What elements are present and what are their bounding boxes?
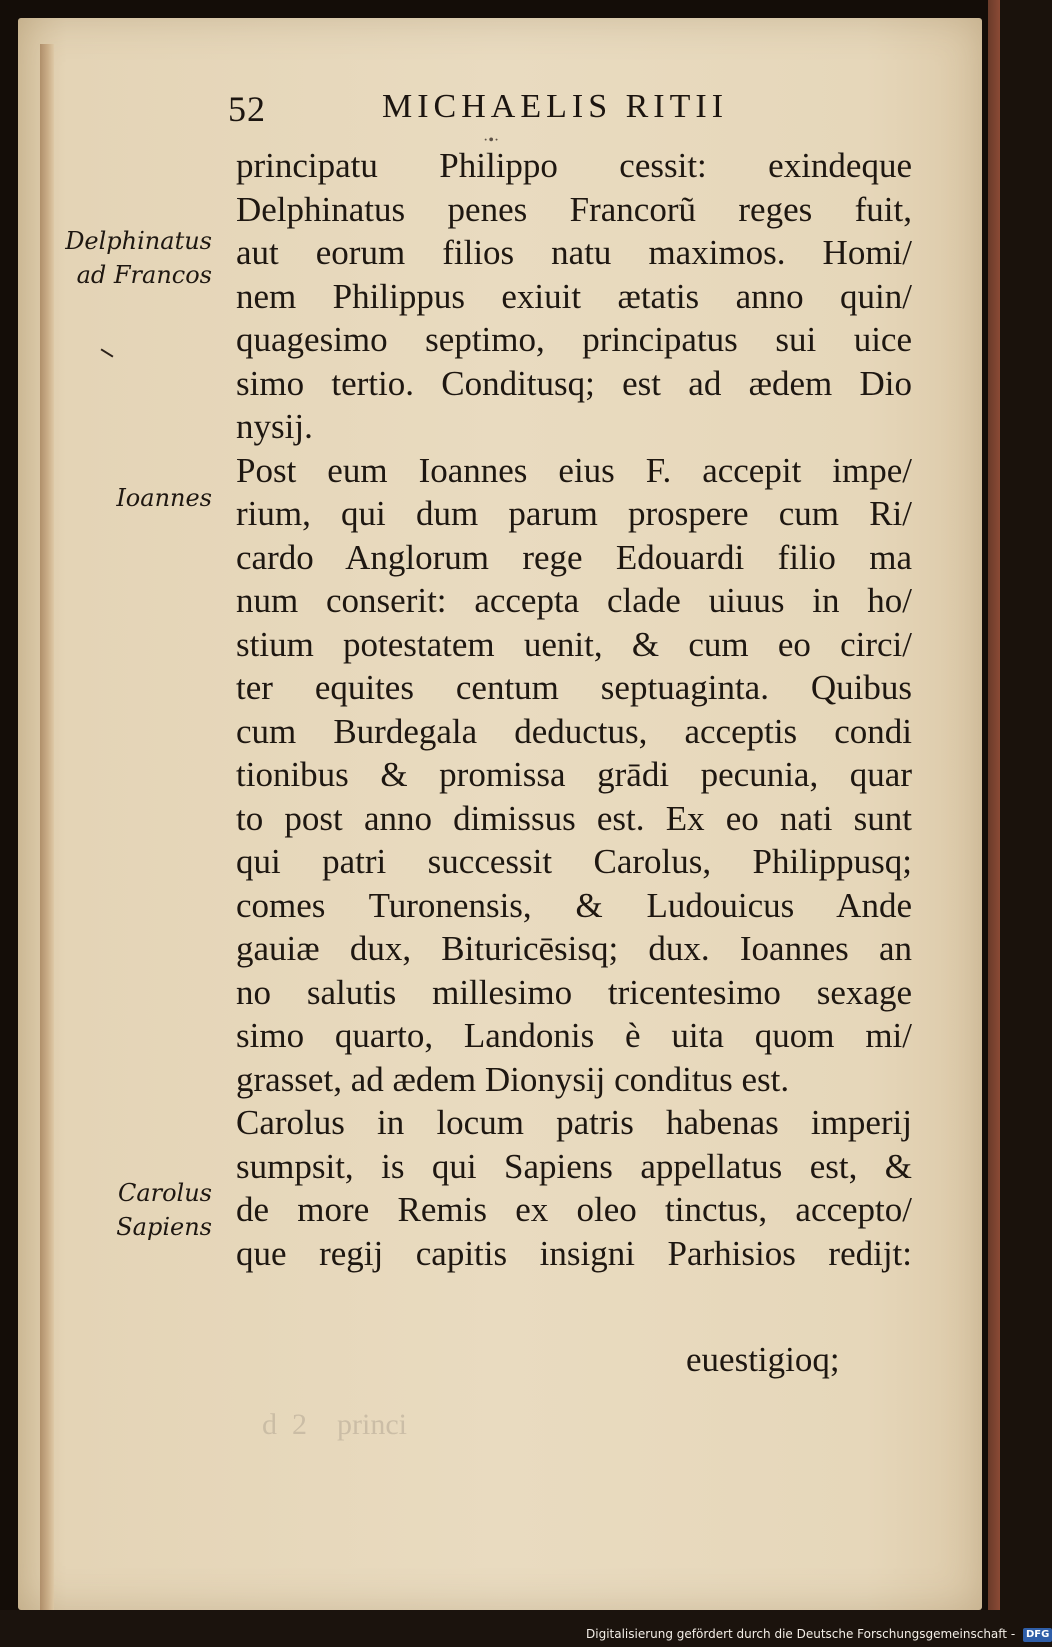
text-line: que regij capitis insigni Parhisios redijt: [236,1233,912,1273]
marginal-note-ioannes [62,481,212,515]
text-line: principatu Philippo cessit: exindeque [236,146,912,185]
marginal-note-line: Delphinatus [65,227,212,255]
marginal-note-delphinatus [62,224,212,292]
credit-text: Digitalisierung gefördert durch die Deutsche Forschungsgemeinschaft - [586,1627,1016,1641]
text-line: Post eum Ioannes eius F. accepit impe/ [236,450,912,490]
show-through-bleed: d 2 princi [262,1408,407,1441]
text-line: num conserit: accepta clade uiuus in ho/ [236,581,912,620]
text-line: sumpsit, is qui Sapiens appellatus est, & [236,1146,912,1186]
running-title: MICHAELIS RITII [382,88,729,125]
page-stack-edge [40,44,54,1614]
text-line: nem Philippus exiuit ætatis anno quin/ [236,276,912,316]
text-line: nysij. [236,407,313,446]
ink-speck: ·•· [483,132,500,149]
marginal-note-line: ad Francos [76,261,212,289]
marginal-note-carolus-sapiens [62,1176,212,1244]
marginal-note-line: Carolus [117,1179,212,1207]
text-line: de more Remis ex oleo tinctus, accepto/ [236,1190,912,1229]
text-line: quagesimo septimo, principatus sui uice [236,320,912,359]
text-line: tionibus & promissa grādi pecunia, quar [236,755,912,794]
digitization-credit [586,1624,1050,1644]
text-line: simo tertio. Conditusq; est ad ædem Dio [236,363,912,403]
text-line: aut eorum filios natu maximos. Homi/ [236,233,912,272]
text-line: rium, qui dum parum prospere cum Ri/ [236,494,912,533]
text-line: no salutis millesimo tricentesimo sexage [236,972,912,1012]
marginal-note-line: Sapiens [116,1213,212,1241]
running-head [228,88,828,149]
text-line: gauiæ dux, Bituricēsisq; dux. Ioannes an [236,929,912,968]
text-line: qui patri successit Carolus, Philippusq; [236,842,912,881]
text-line: to post anno dimissus est. Ex eo nati sunt [236,798,912,838]
text-line: Carolus in locum patris habenas imperij [236,1103,912,1142]
page-number: 52 [228,89,266,129]
body-text [236,144,912,1364]
text-line: Delphinatus penes Francorũ reges fuit, [236,189,912,229]
text-line: grasset, ad ædem Dionysij conditus est. [236,1059,790,1099]
book-cover-edge [988,0,1000,1620]
marginal-note-line: Ioannes [116,484,212,512]
text-line: stium potestatem uenit, & cum eo circi/ [236,624,912,664]
text-line: simo quarto, Landonis è uita quom mi/ [236,1016,912,1055]
text-line: ter equites centum septuaginta. Quibus [236,668,912,707]
dfg-logo: DFG [1023,1628,1052,1642]
text-line: cum Burdegala deductus, acceptis condi [236,711,912,751]
catchword: euestigioq; [686,1340,840,1379]
text-line: cardo Anglorum rege Edouardi filio ma [236,537,912,577]
text-line: comes Turonensis, & Ludouicus Ande [236,885,912,925]
